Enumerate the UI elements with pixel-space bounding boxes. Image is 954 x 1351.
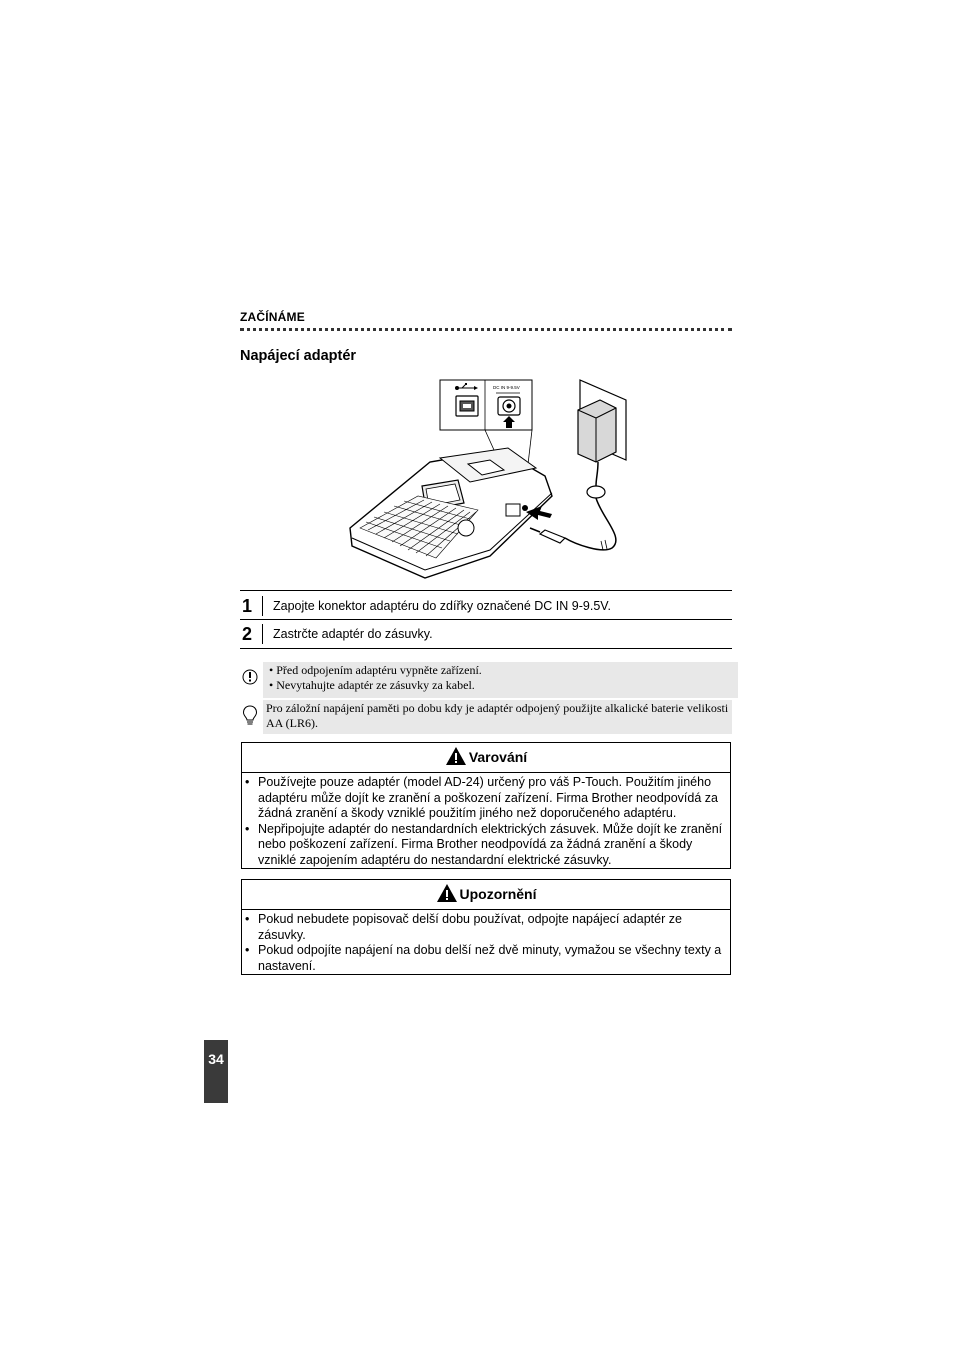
caution-box bbox=[241, 879, 731, 975]
dc-port-label: DC IN 9-9.5V bbox=[493, 385, 520, 390]
dotted-divider bbox=[240, 328, 732, 331]
step-divider bbox=[240, 590, 732, 591]
warning-item: • Používejte pouze adaptér (model AD-24) určený pro váš P-Touch. Použitím jiného adaptéru může dojít ke zranění a poškození zařízení. Firma Brother neodpovídá za žádná zranění a škody vzniklé použitím jiného než doporučeného adaptéru. bbox=[258, 775, 724, 822]
caution-icon bbox=[436, 883, 458, 903]
warning-header: Varování bbox=[242, 743, 730, 773]
warning-box bbox=[241, 742, 731, 869]
label-printer-drawing bbox=[340, 378, 640, 588]
warning-list bbox=[242, 773, 730, 872]
caution-header: Upozornění bbox=[242, 880, 730, 910]
step-text: Zastrčte adaptér do zásuvky. bbox=[273, 627, 433, 641]
note-item: • Před odpojením adaptéru vypněte zařízení. bbox=[266, 663, 482, 677]
lightbulb-icon bbox=[242, 704, 258, 728]
caution-item: • Pokud nebudete popisovač delší dobu používat, odpojte napájecí adaptér ze zásuvky. bbox=[258, 912, 724, 943]
step-text: Zapojte konektor adaptéru do zdířky označené DC IN 9-9.5V. bbox=[273, 599, 611, 613]
step-divider bbox=[240, 619, 732, 620]
adapter-illustration bbox=[340, 378, 640, 588]
section-header: ZAČÍNÁME bbox=[240, 310, 305, 324]
page-title: Napájecí adaptér bbox=[240, 348, 357, 364]
step-divider bbox=[240, 648, 732, 649]
note-item: • Nevytahujte adaptér ze zásuvky za kabel. bbox=[266, 678, 475, 692]
warning-icon bbox=[445, 746, 467, 766]
important-note bbox=[263, 662, 738, 698]
page-number-tab: 34 bbox=[204, 1040, 228, 1103]
important-icon bbox=[242, 667, 258, 691]
caution-item: • Pokud odpojíte napájení na dobu delší než dvě minuty, vymažou se všechny texty a nastavení. bbox=[258, 943, 724, 974]
caution-list bbox=[242, 910, 730, 978]
tip-note: Pro záložní napájení paměti po dobu kdy je adaptér odpojený použijte alkalické baterie velikosti AA (LR6). bbox=[263, 700, 732, 734]
warning-item: • Nepřipojujte adaptér do nestandardních elektrických zásuvek. Může dojít ke zranění nebo poškození zařízení. Firma Brother neodpovídá za žádná zranění a škody vzniklé zapojením adaptéru do nestandardní elektrické zásuvky. bbox=[258, 822, 724, 869]
step-number: 1 bbox=[242, 596, 263, 616]
step-number: 2 bbox=[242, 624, 263, 644]
